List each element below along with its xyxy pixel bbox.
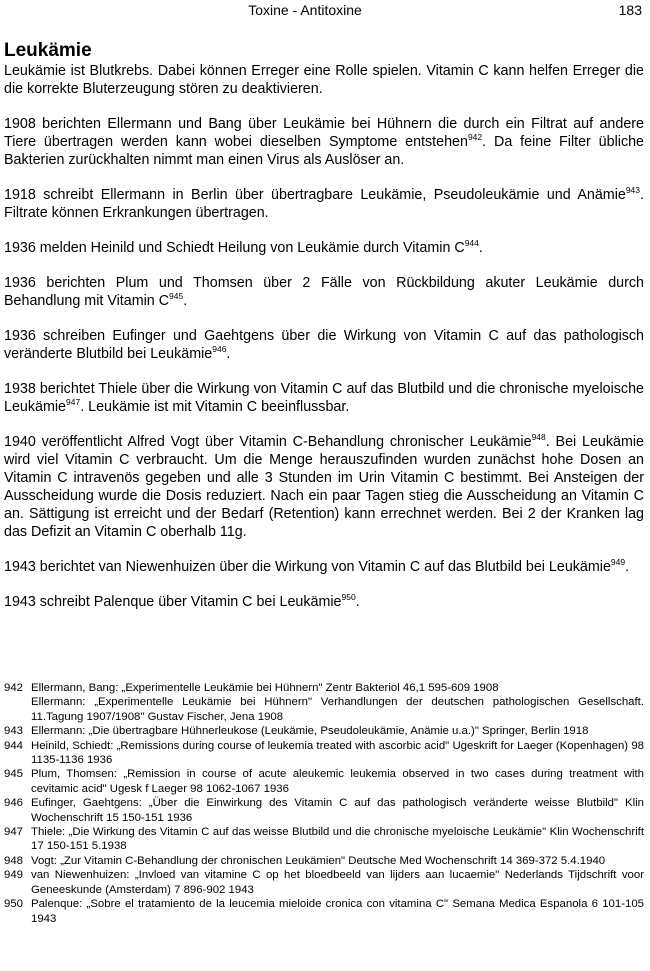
footnote (4, 767, 644, 796)
footnote-text: Ellermann: „Experimentelle Leukämie bei Hühnern" Verhandlungen der deutschen pathologischen Gesellschaft. 11.Tagung 1907/1908" Gustav Fischer, Jena 1908 (31, 696, 644, 723)
main-text (4, 40, 644, 628)
footnotes (4, 681, 644, 926)
paragraph: 1936 schreiben Eufinger und Gaehtgens über die Wirkung von Vitamin C auf das pathologisch veränderte Blutbild bei Leukämie$^{946}$. (4, 328, 644, 362)
footnote-number: 942 (4, 682, 24, 694)
footnote-number: 947 (4, 826, 24, 839)
footnote-text: Ellermann, Bang: „Experimentelle Leukämie bei Hühnern" Zentr Bakteriol 46,1 595-609 1908 (31, 682, 499, 694)
paragraph: 1918 schreibt Ellermann in Berlin über übertragbare Leukämie, Pseudoleukämie und Anämie$^{943}$. Filtrate können Erkrankungen übertragen. (4, 185, 644, 221)
footnote-number: 949 (4, 869, 24, 882)
footnote-text: Eufinger, Gaehtgens: „Über die Einwirkung des Vitamin C auf das pathologisch veränderte weisse Blutbild" Klin Wochenschrift 15 150-151 1936 (31, 797, 644, 824)
running-title: Toxine - Antitoxine (248, 2, 362, 18)
paragraph: 1938 berichtet Thiele über die Wirkung von Vitamin C auf das Blutbild und die chronische myeloische Leukämie$^{947}$. Leukämie ist mit Vitamin C beeinflussbar. (4, 381, 644, 415)
footnote-text: Ellermann: „Die übertragbare Hühnerleukose (Leukämie, Pseudoleukämie, Anämie u.a.)" Springer, Berlin 1918 (31, 725, 589, 738)
page-number: 183 (618, 2, 642, 18)
footnote-ref[interactable]: 945 (169, 291, 184, 302)
footnote-text: Thiele: „Die Wirkung des Vitamin C auf das weisse Blutbild und die chronische myeloische Leukämie" Klin Wochenschrift 17 150-151 5.1938 (31, 826, 644, 853)
footnote (4, 739, 644, 768)
paragraph: 1943 berichtet van Niewenhuizen über die Wirkung von Vitamin C auf das Blutbild bei Leukämie$^{949}$. (4, 557, 630, 575)
paragraph: 1940 veröffentlicht Alfred Vogt über Vitamin C-Behandlung chronischer Leukämie$^{948}$. Bei Leukämie wird viel Vitamin C verbraucht. Um die Menge herauszufinden wurden zunächst hohe Dosen an Vitamin C intravenös gegeben und alle 3 Stunden im Urin Vitamin C bestimmt. Bei Ansteigen der Ausscheidung wurde die Dosis reduziert. Nach ein paar Tagen stieg die Ausscheidung an Vitamin C an. Sättigung ist erreicht und der Bedarf (Retention) kann errechnet werden. Bei 2 der Kranken lag das Defizit an Vitamin C oberhalb 11g. (4, 432, 644, 540)
footnote-text: Heinild, Schiedt: „Remissions during course of leukemia treated with ascorbic acid" Ugeskrift for Laeger (Kopenhagen) 98 1135-1136 1936 (31, 739, 644, 767)
paragraph: 1908 berichten Ellermann und Bang über Leukämie bei Hühnern die durch ein Filtrat auf andere Tiere übertragen werden kann wobei dieselben Symptome entstehen$^{942}$. Da feine Filter übliche Bakterien zurückhalten nimmt man einen Virus als Auslöser an. (4, 116, 644, 168)
footnote-text: Palenque: „Sobre el tratamiento de la leucemia mieloide cronica con vitamina C" Semana Medica Espanola 6 101-105 1943 (31, 898, 644, 925)
paragraph: 1943 schreibt Palenque über Vitamin C bei Leukämie$^{950}$. (4, 592, 360, 610)
footnote-text: van Niewenhuizen: „Invloed van vitamine C op het bloedbeeld van lijders aan lucaemie" Nederlands Tijdschrift voor Geneeskunde (Amsterdam) 7 896-902 1943 (31, 869, 644, 896)
footnote-number: 945 (4, 768, 24, 781)
footnote-ref[interactable]: 946 (212, 344, 227, 355)
footnote (4, 796, 644, 825)
footnote-number: 950 (4, 898, 24, 911)
footnote-ref[interactable]: 942 (467, 132, 483, 143)
footnote-number: 946 (4, 797, 24, 810)
paragraph: 1936 berichten Plum und Thomsen über 2 Fälle von Rückbildung akuter Leukämie durch Behandlung mit Vitamin $C^{945}$. (4, 275, 644, 309)
footnote-ref[interactable]: 944 (464, 238, 479, 249)
footnote-ref[interactable]: 950 (341, 592, 356, 603)
footnote-number: 944 (4, 739, 24, 752)
footnote (4, 868, 644, 897)
footnote-ref[interactable]: 948 (531, 432, 546, 443)
footnote (4, 854, 644, 868)
page-header (0, 1, 644, 19)
footnote-ref[interactable]: 943 (625, 185, 641, 196)
section-heading: Leukämie (4, 40, 92, 61)
footnote-ref[interactable]: 947 (66, 397, 81, 408)
paragraph: Leukämie ist Blutkrebs. Dabei können Erreger eine Rolle spielen. Vitamin C kann helfen Erreger die die korrekte Bluterzeugung stören zu deaktivieren. (4, 63, 644, 97)
footnote (4, 724, 644, 738)
footnote (4, 681, 644, 724)
footnote-text: Vogt: „Zur Vitamin C-Behandlung der chronischen Leukämien" Deutsche Med Wochenschrift 14 369-372 5.4.1940 (31, 854, 606, 867)
paragraph: 1936 melden Heinild und Schiedt Heilung von Leukämie durch Vitamin $C^{944}$. (4, 238, 483, 256)
footnote-text: Plum, Thomsen: „Remission in course of acute aleukemic leukemia observed in two cases during treatment with cevitamic acid" Ugesk f Laeger 98 1062-1067 1936 (31, 768, 644, 795)
footnote (4, 825, 644, 854)
footnote-ref[interactable]: 949 (610, 557, 626, 568)
footnote-number: 948 (4, 854, 24, 867)
footnote (4, 897, 644, 926)
footnote-number: 943 (4, 725, 24, 738)
